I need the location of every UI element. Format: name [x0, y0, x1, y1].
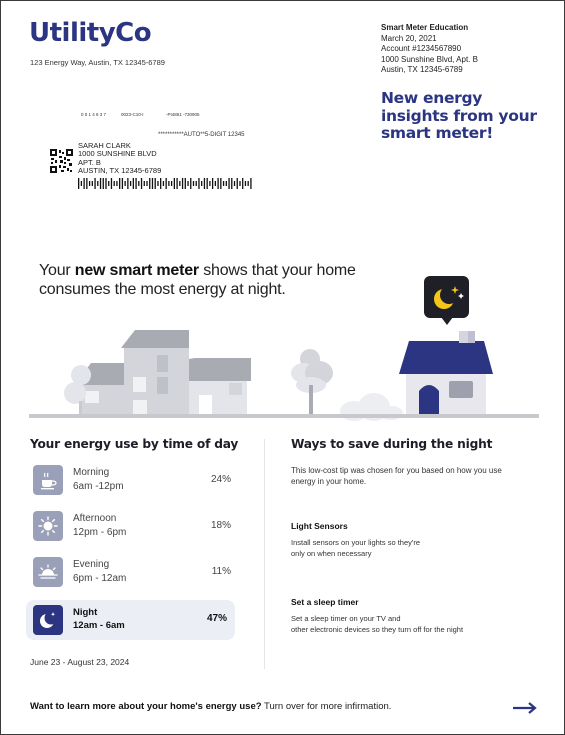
footer-cta	[30, 701, 391, 712]
mail-code-2: 0023-C10-I	[121, 112, 144, 117]
company-logo: UtilityCo	[29, 18, 152, 48]
tip-title: Light Sensors	[291, 521, 348, 531]
intro-part2: shows that your home consumes the most energy at night.	[39, 262, 356, 298]
period-hours: 12pm - 6pm	[73, 527, 127, 538]
buildings-illustration	[64, 330, 403, 421]
tip-body	[291, 538, 521, 559]
recipient-line: 1000 SUNSHINE BLVD	[78, 149, 157, 159]
mail-code-3: -PI4851 -730905	[166, 112, 200, 117]
intro-part1: Your	[39, 262, 75, 279]
tip-body	[291, 614, 521, 635]
period-hours: 6am -12pm	[73, 481, 124, 492]
headline	[381, 90, 551, 143]
tips-intro: This low-cost tip was chosen for you based on how you use energy in your home.	[291, 466, 502, 486]
sunset-icon	[33, 557, 63, 587]
qr-code-icon	[50, 149, 73, 173]
recipient-line: APT. B	[78, 157, 101, 167]
meta-account: Account #1234567890	[381, 44, 462, 54]
tip-body-line: other electronic devices so they turn off for the night	[291, 624, 464, 634]
account-meta	[381, 23, 478, 76]
tips-title: Ways to save during the night	[291, 437, 493, 451]
tip-body-line: Install sensors on your lights so they're	[291, 538, 420, 547]
recipient-address	[78, 142, 161, 176]
usage-date-range: June 23 - August 23, 2024	[30, 657, 130, 667]
period-night	[26, 600, 235, 640]
period-name: Afternoon	[73, 513, 117, 524]
meta-date: March 20, 2021	[381, 33, 437, 43]
tip-body-line: only on when necessary	[291, 548, 372, 558]
column-divider	[264, 439, 265, 669]
headline-line2: insights from your	[381, 106, 537, 125]
recipient-line: AUSTIN, TX 12345-6789	[78, 166, 162, 176]
intro-bold: new smart meter	[74, 262, 199, 279]
headline-line1: New energy	[381, 89, 483, 107]
coffee-icon	[33, 465, 63, 495]
energy-use-section	[30, 437, 245, 648]
period-name: Evening	[73, 559, 110, 570]
tips-section	[291, 437, 536, 634]
recipient-line: SARAH CLARK	[78, 141, 131, 150]
postal-barcode	[78, 178, 253, 189]
tip-light-sensors	[291, 521, 521, 559]
footer-text: Turn over for more infirmation.	[261, 701, 392, 712]
company-address: 123 Energy Way, Austin, TX 12345-6789	[30, 58, 165, 67]
sun-icon	[33, 511, 63, 541]
house-illustration	[399, 331, 493, 417]
meta-address-line1: 1000 Sunshine Blvd, Apt. B	[381, 54, 478, 64]
mail-code-1: 0 0 1 4 8 3 7	[81, 112, 107, 117]
period-afternoon	[30, 508, 245, 546]
usage-periods	[30, 462, 245, 640]
period-name: Morning	[73, 467, 110, 478]
period-hours: 12am - 6am	[73, 620, 125, 631]
period-name: Night	[73, 607, 98, 618]
meta-address-line2: Austin, TX 12345-6789	[381, 65, 463, 75]
period-percent: 18%	[210, 520, 231, 531]
headline-line3: smart meter!	[381, 124, 493, 142]
period-morning	[30, 462, 245, 500]
ground-line	[29, 414, 539, 418]
usage-title: Your energy use by time of day	[30, 437, 239, 451]
period-percent: 47%	[206, 613, 227, 624]
arrow-right-icon	[512, 701, 538, 715]
period-percent: 11%	[211, 566, 231, 577]
period-hours: 6pm - 12am	[73, 573, 127, 584]
tip-body-line: Set a sleep timer on your TV and	[291, 614, 401, 623]
moon-icon	[33, 605, 63, 635]
postal-sort-line: ***********AUTO**5-DIGIT 12345	[158, 132, 245, 138]
tip-sleep-timer	[291, 597, 521, 635]
period-percent: 24%	[210, 474, 231, 485]
period-evening	[30, 554, 245, 592]
meta-label: Smart Meter Education	[381, 23, 469, 32]
footer-bold: Want to learn more about your home's energy use?	[30, 701, 262, 712]
moon-bubble-icon	[424, 276, 469, 325]
tip-title: Set a sleep timer	[291, 597, 359, 607]
neighborhood-illustration	[29, 273, 539, 423]
